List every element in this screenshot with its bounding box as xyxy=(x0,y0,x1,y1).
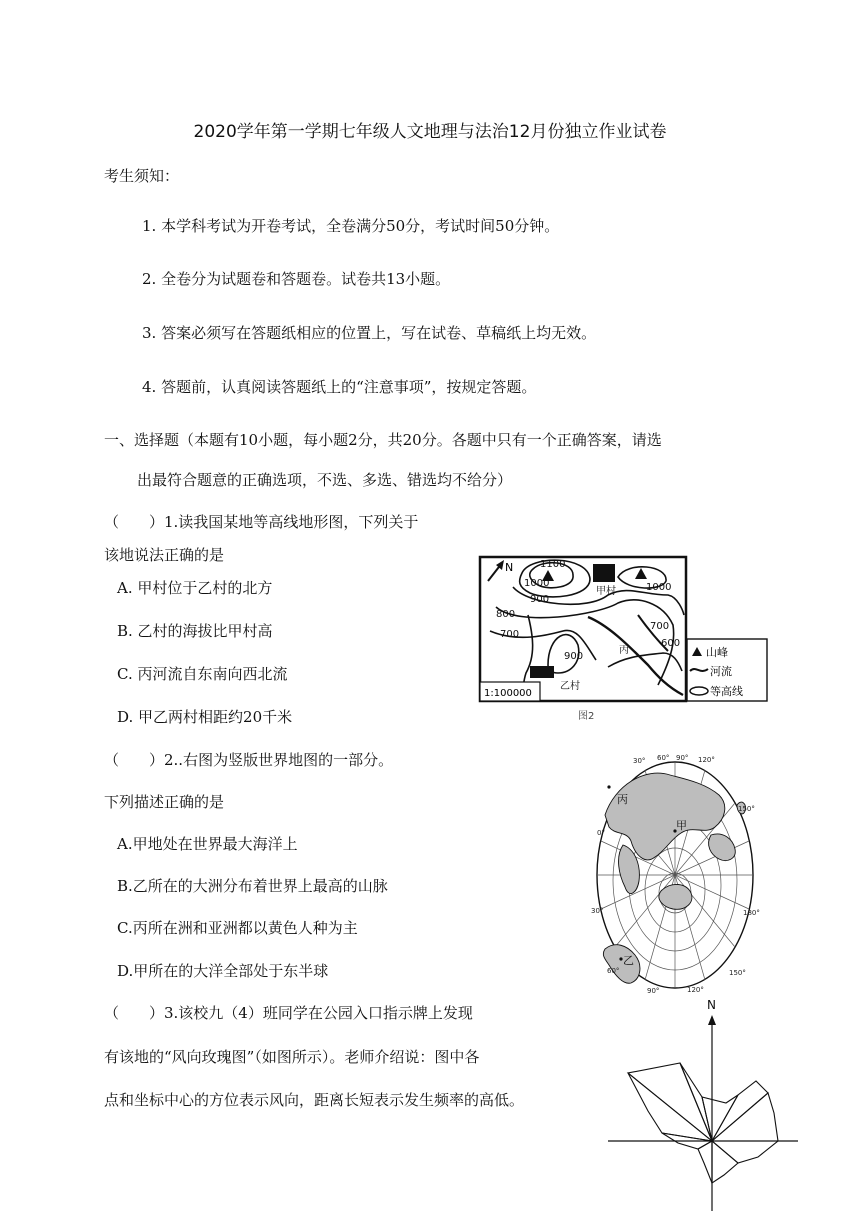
q3-stem-line1: （ ）3.该校九（4）班同学在公园入口指示牌上发现 xyxy=(104,1004,473,1022)
q3-stem-line2: 有该地的“风向玫瑰图”（如图所示）。老师介绍说：图中各 xyxy=(104,1048,480,1066)
q2-option-d: D.甲所在的大洋全部处于东半球 xyxy=(117,962,329,980)
map-caption: 图2 xyxy=(578,711,595,722)
svg-text:60°: 60° xyxy=(607,967,620,975)
svg-text:甲: 甲 xyxy=(676,819,687,832)
svg-text:30°: 30° xyxy=(591,907,604,915)
svg-text:河流: 河流 xyxy=(710,665,732,678)
q2-option-c: C.丙所在洲和亚洲都以黄色人种为主 xyxy=(117,919,358,937)
contour-map-figure xyxy=(478,555,768,725)
svg-text:0°: 0° xyxy=(597,829,605,837)
svg-text:900: 900 xyxy=(530,594,550,605)
svg-text:乙: 乙 xyxy=(623,954,634,967)
notice-heading: 考生须知： xyxy=(104,167,180,185)
section-heading-line1: 一、选择题（本题有10小题，每小题2分，共20分。各题中只有一个正确答案，请选 xyxy=(104,431,662,449)
notice-item-2: 2. 全卷分为试题卷和答题卷。试卷共13小题。 xyxy=(142,270,451,288)
svg-text:30°: 30° xyxy=(633,757,646,765)
svg-text:600: 600 xyxy=(661,638,681,649)
q1-stem-line2: 该地说法正确的是 xyxy=(104,546,225,564)
q1-option-d: D. 甲乙两村相距约20千米 xyxy=(117,708,293,726)
svg-text:1000: 1000 xyxy=(524,578,550,589)
svg-text:60°: 60° xyxy=(657,754,670,762)
q1-option-a: A. 甲村位于乙村的北方 xyxy=(117,579,273,597)
svg-text:180°: 180° xyxy=(743,909,760,917)
world-map-figure xyxy=(583,753,768,998)
q1-stem-line1: （ ）1.读我国某地等高线地形图，下列关于 xyxy=(104,513,419,531)
village-yi-marker xyxy=(530,666,554,678)
wind-rose-north-label: N xyxy=(707,998,716,1012)
notice-item-1: 1. 本学科考试为开卷考试，全卷满分50分，考试时间50分钟。 xyxy=(142,217,560,235)
q2-stem-line1: （ ）2..右图为竖版世界地图的一部分。 xyxy=(104,751,394,769)
map-scale: 1:100000 xyxy=(484,688,532,699)
svg-text:150°: 150° xyxy=(738,805,755,813)
svg-text:N: N xyxy=(505,561,514,574)
svg-text:1100: 1100 xyxy=(540,559,566,570)
svg-text:乙村: 乙村 xyxy=(560,681,580,692)
notice-item-3: 3. 答案必须写在答题纸相应的位置上，写在试卷、草稿纸上均无效。 xyxy=(142,324,597,342)
q1-option-c: C. 丙河流自东南向西北流 xyxy=(117,665,288,683)
svg-text:900: 900 xyxy=(564,651,584,662)
svg-text:150°: 150° xyxy=(729,969,746,977)
svg-text:丙: 丙 xyxy=(619,645,629,656)
svg-text:等高线: 等高线 xyxy=(710,685,743,698)
svg-text:90°: 90° xyxy=(647,987,660,995)
section-heading-line2: 出最符合题意的正确选项，不选、多选、错选均不给分） xyxy=(137,471,513,489)
q2-stem-line2: 下列描述正确的是 xyxy=(104,793,225,811)
q3-stem-line3: 点和坐标中心的方位表示风向，距离长短表示发生频率的高低。 xyxy=(104,1091,525,1109)
svg-text:山峰: 山峰 xyxy=(706,646,728,659)
map-legend xyxy=(687,639,767,701)
page-title: 2020学年第一学期七年级人文地理与法治12月份独立作业试卷 xyxy=(193,122,667,142)
q2-option-a: A.甲地处在世界最大海洋上 xyxy=(117,835,298,853)
wind-rose-figure xyxy=(608,993,803,1213)
svg-text:1000: 1000 xyxy=(646,582,672,593)
svg-text:90°: 90° xyxy=(676,754,689,762)
q1-option-b: B. 乙村的海拔比甲村高 xyxy=(117,622,273,640)
svg-text:120°: 120° xyxy=(687,986,704,994)
notice-item-4: 4. 答题前，认真阅读答题纸上的“注意事项”，按规定答题。 xyxy=(142,378,537,396)
svg-text:800: 800 xyxy=(496,609,516,620)
svg-text:丙: 丙 xyxy=(617,793,628,806)
svg-text:120°: 120° xyxy=(698,756,715,764)
q2-option-b: B.乙所在的大洲分布着世界上最高的山脉 xyxy=(117,877,388,895)
village-jia-marker xyxy=(593,564,615,582)
svg-text:甲村: 甲村 xyxy=(596,586,616,597)
svg-text:700: 700 xyxy=(500,629,520,640)
svg-text:700: 700 xyxy=(650,621,670,632)
